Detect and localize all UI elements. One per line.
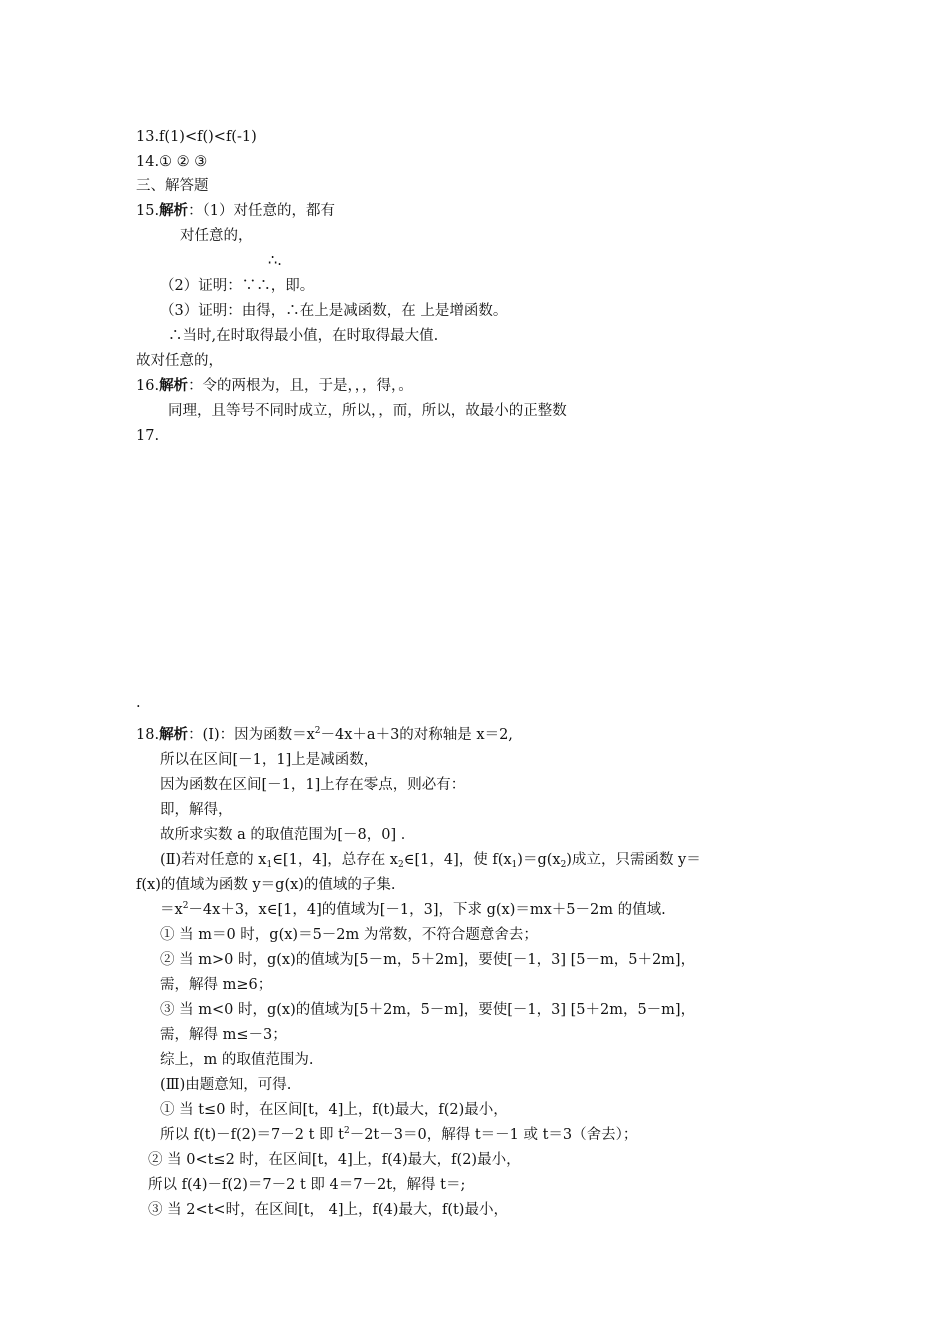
q15-line-5: （3）证明：由得，∴在上是减函数，在 上是增函数。 [160, 303, 508, 319]
q18-text-6a: (Ⅱ)若对任意的 x [160, 852, 267, 868]
q18-text-8a: ＝x [160, 902, 183, 918]
q16-text-1: ：令的两根为，且，于是，，，得，。 [188, 378, 413, 394]
q18-line-4: 即，解得， [160, 802, 233, 818]
q18-text-1b: －4x＋a＋3的对称轴是 x＝2, [320, 727, 513, 743]
q18-line-14: 综上，m 的取值范围为. [160, 1052, 314, 1068]
q18-sup-1: 2 [314, 726, 321, 736]
q18-text-17a: 所以 f(t)－f(2)＝7－2 t 即 t [160, 1127, 344, 1143]
q18-text-6c: ∈[1，4]，使 f(x [403, 852, 512, 868]
q16-line-2: 同理，且等号不同时成立，所以，，而，所以，故最小的正整数 [168, 403, 567, 419]
q15-line-6: ∴当时,在时取得最小值，在时取得最大值. [168, 328, 439, 344]
answer-17: 17. [136, 428, 160, 444]
q18-sup-8: 2 [182, 901, 189, 911]
q18-text-6e: )成立，只需函数 y＝ [566, 852, 701, 868]
q18-line-10: ② 当 m>0 时，g(x)的值域为[5－m，5＋2m]，要使[－1，3] [5－m，5＋2m]， [160, 952, 696, 968]
q18-label: 解析 [159, 726, 189, 743]
q18-line-2: 所以在区间[－1，1]上是减函数， [160, 752, 379, 768]
q18-line-19: 所以 f(4)－f(2)＝7－2 t 即 4＝7－2t，解得 t＝; [148, 1177, 466, 1193]
q18-line-3: 因为函数在区间[－1，1]上存在零点，则必有： [160, 777, 466, 793]
q18-sup-17: 2 [343, 1126, 350, 1136]
answer-14: 14.① ② ③ [136, 154, 208, 170]
q18-line-18: ② 当 0<t≤2 时，在区间[t，4]上，f(4)最大，f(2)最小， [148, 1152, 521, 1168]
section-heading: 三、解答题 [136, 178, 209, 194]
q18-sub-6d: 2 [560, 860, 567, 870]
q15-number: 15. [136, 203, 160, 219]
q18-sub-6c: 1 [511, 860, 518, 870]
q18-line-9: ① 当 m＝0 时，g(x)＝5－2m 为常数，不符合题意舍去； [160, 927, 538, 943]
q15-line-3: ∴. [268, 253, 282, 269]
q18-text-8b: －4x＋3，x∈[1，4]的值域为[－1，3]，下求 g(x)＝mx＋5－2m 的值域. [188, 902, 666, 918]
q18-line-16: ① 当 t≤0 时，在区间[t，4]上，f(t)最大，f(2)最小， [160, 1102, 508, 1118]
q18-line-13: 需，解得 m≤－3； [160, 1027, 287, 1043]
q18-line-17 [160, 1125, 637, 1145]
q18-line-20: ③ 当 2<t<时，在区间[t， 4]上，f(4)最大，f(t)最小， [148, 1202, 508, 1218]
q18-line-8 [160, 900, 666, 920]
q18-text-6d: )＝g(x [517, 852, 561, 868]
q18-line-7: f(x)的值域为函数 y＝g(x)的值域的子集. [136, 877, 396, 893]
q16-number: 16. [136, 378, 160, 394]
q18-sub-6b: 2 [398, 860, 404, 870]
q15-label: 解析 [159, 202, 189, 219]
q16-label: 解析 [159, 377, 189, 394]
q18-text-17b: －2t－3＝0，解得 t＝－1 或 t＝3（舍去）； [349, 1127, 638, 1143]
q18-line-12: ③ 当 m<0 时，g(x)的值域为[5＋2m，5－m]，要使[－1，3] [5＋2m，5－m]， [160, 1002, 696, 1018]
q18-text-6b: ∈[1，4]，总存在 x [272, 852, 398, 868]
q18-line-5: 故所求实数 a 的取值范围为[－8，0] ． [160, 827, 416, 843]
q18-number: 18. [136, 727, 160, 743]
q15-line-2: 对任意的， [180, 228, 253, 244]
stray-dot: . [136, 695, 141, 711]
q18-sub-6a: 1 [266, 860, 273, 870]
q15-line-7: 故对任意的， [136, 353, 223, 369]
q18-text-1a: ：(Ⅰ)：因为函数＝x [188, 727, 315, 743]
q15-line-4: （2）证明：∵∴，即。 [160, 278, 315, 294]
q15-line-1 [136, 201, 335, 221]
q15-text-1: ：（1）对任意的，都有 [188, 203, 336, 219]
q16-line-1 [136, 376, 413, 396]
q18-line-15: (Ⅲ)由题意知，可得. [160, 1077, 292, 1093]
q18-line-11: 需，解得 m≥6； [160, 977, 273, 993]
q18-line-6 [160, 850, 701, 870]
answer-13: 13.f(1)<f()<f(-1) [136, 129, 257, 145]
q18-line-1 [136, 725, 513, 745]
